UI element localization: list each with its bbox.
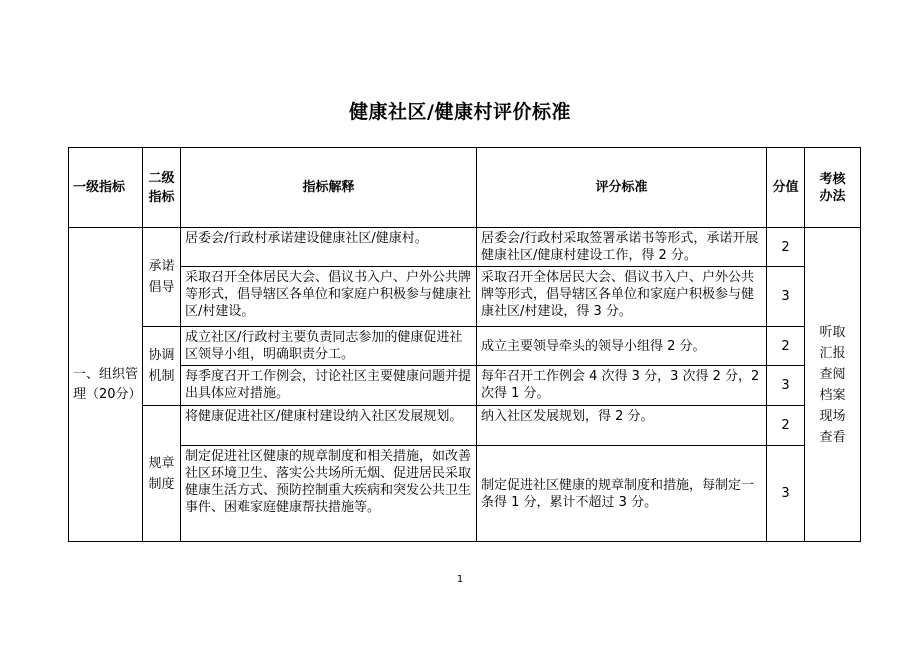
table-row [69,267,861,327]
header-method: 考核办法 [805,148,861,228]
header-explanation: 指标解释 [181,148,477,228]
header-level1: 一级指标 [69,148,143,228]
scoring-cell: 采取召开全体居民大会、倡议书入户、户外公共牌等形式，倡导辖区各单位和家庭户积极参与健康社区/村建设，得 3 分。 [477,267,767,327]
header-points: 分值 [767,148,805,228]
table-row [69,406,861,446]
level2-coordination: 协调机制 [143,327,181,406]
evaluation-criteria-table [68,147,861,542]
level2-commitment: 承诺倡导 [143,228,181,327]
table-row [69,327,861,366]
points-cell: 3 [767,446,805,542]
level2-regulations: 规章制度 [143,406,181,542]
table-row [69,446,861,542]
explanation-cell: 居委会/行政村承诺建设健康社区/健康村。 [181,228,477,267]
scoring-cell: 纳入社区发展规划，得 2 分。 [477,406,767,446]
points-cell: 2 [767,327,805,366]
level1-cell: 一、组织管理（20分） [69,228,143,542]
scoring-cell: 每年召开工作例会 4 次得 3 分，3 次得 2 分，2 次得 1 分。 [477,366,767,406]
method-cell: 听取汇报查阅档案现场查看 [805,228,861,542]
points-cell: 3 [767,267,805,327]
points-cell: 2 [767,228,805,267]
scoring-cell: 成立主要领导牵头的领导小组得 2 分。 [477,327,767,366]
points-cell: 2 [767,406,805,446]
table-header-row [69,148,861,228]
scoring-cell: 制定促进社区健康的规章制度和措施，每制定一条得 1 分，累计不超过 3 分。 [477,446,767,542]
explanation-cell: 采取召开全体居民大会、倡议书入户、户外公共牌等形式，倡导辖区各单位和家庭户积极参与健康社区/村建设。 [181,267,477,327]
table-row [69,366,861,406]
page-title: 健康社区/健康村评价标准 [349,101,571,123]
table-row [69,228,861,267]
explanation-cell: 制定促进社区健康的规章制度和相关措施，如改善社区环境卫生、落实公共场所无烟、促进居民采取健康生活方式、预防控制重大疾病和突发公共卫生事件、困难家庭健康帮扶措施等。 [181,446,477,542]
header-scoring: 评分标准 [477,148,767,228]
explanation-cell: 将健康促进社区/健康村建设纳入社区发展规划。 [181,406,477,446]
explanation-cell: 每季度召开工作例会，讨论社区主要健康问题并提出具体应对措施。 [181,366,477,406]
explanation-cell: 成立社区/行政村主要负责同志参加的健康促进社区领导小组，明确职责分工。 [181,327,477,366]
points-cell: 3 [767,366,805,406]
header-level2: 二级指标 [143,148,181,228]
scoring-cell: 居委会/行政村采取签署承诺书等形式，承诺开展健康社区/健康村建设工作，得 2 分。 [477,228,767,267]
page-number: 1 [456,574,464,585]
